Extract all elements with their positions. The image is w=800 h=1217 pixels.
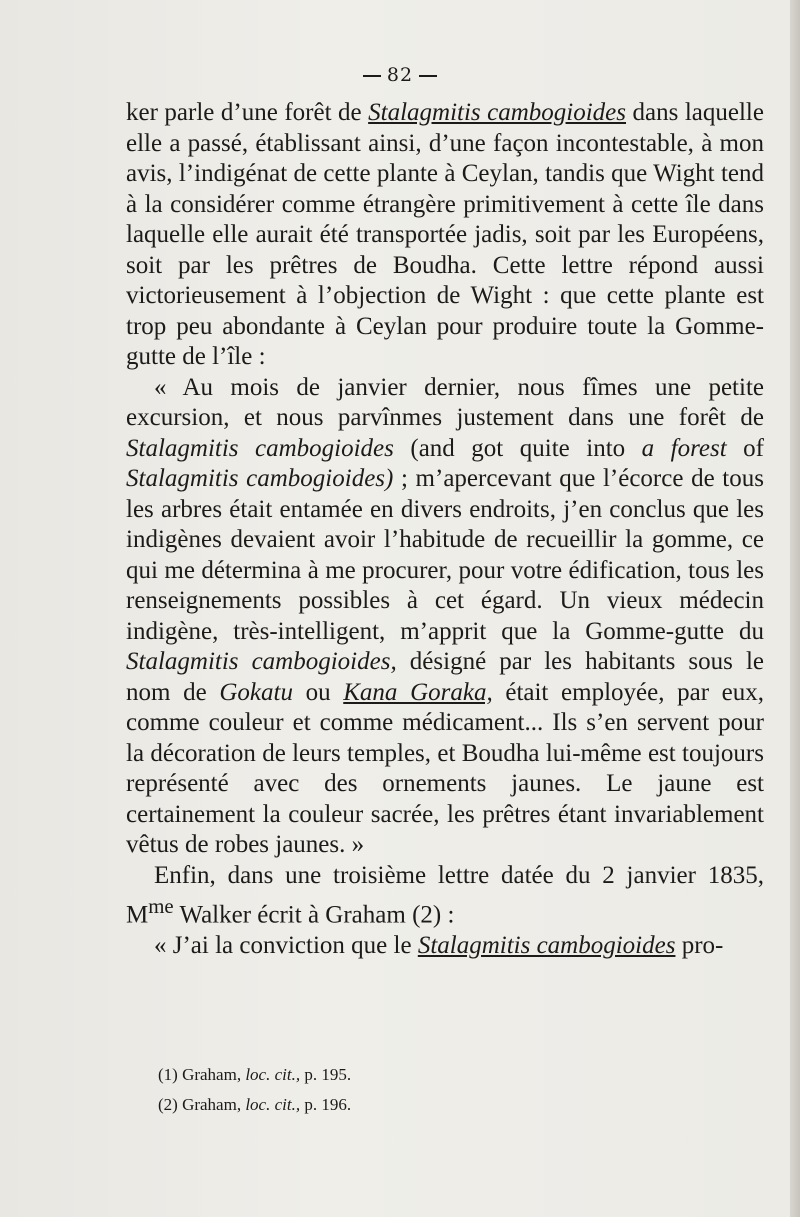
species-name: Stalagmitis cambogioides	[368, 99, 627, 126]
text-span: « J’ai la conviction que le	[154, 931, 418, 959]
page-number-dash-right	[419, 75, 437, 77]
italic-phrase: a forest	[641, 434, 727, 462]
page-gutter-shadow	[790, 0, 800, 1217]
footnote-text: p. 195.	[300, 1065, 352, 1084]
footnote-text: p. 196.	[300, 1095, 352, 1114]
text-span: ker parle d’une forêt de	[126, 99, 369, 126]
text-span: ou	[292, 678, 344, 706]
paragraph-1	[126, 98, 764, 373]
page-number-text: 82	[386, 64, 414, 86]
footnote-text: (2) Graham,	[158, 1095, 246, 1114]
paragraph-4-quote	[126, 931, 764, 962]
footnotes	[158, 1060, 758, 1120]
text-span: Enfin, dans une troisième lettre datée du 2 janvier 1835, M	[126, 861, 764, 929]
native-name: Gokatu	[219, 678, 293, 706]
text-span: « Au mois de janvier dernier, nous fîmes une petite excursion, et nous parvînmes justement dans une forêt de	[126, 373, 764, 431]
text-span: of	[726, 434, 764, 462]
text-span: désigné par les habitants sous le nom de	[126, 648, 764, 706]
species-name: Stalagmitis cambogioides,	[126, 648, 397, 675]
footnote-2	[158, 1090, 758, 1120]
text-span: pro-	[675, 931, 724, 959]
text-span: Walker écrit à Graham (2) :	[173, 901, 455, 929]
paragraph-2-quote	[126, 373, 764, 861]
text-span: dans laquelle elle a passé, établissant ainsi, d’une façon incontestable, à mon avis, l’indigénat de cette plante à Ceylan, tandis que Wight tend à la considérer comme étrangère primitivement à cette île dans laquelle elle aurait été transportée jadis, soit par les Européens, soit par les prêtres de Boudha. Cette lettre répond aussi victorieusement à l’objection de Wight : que cette plante est trop peu abondante à Ceylan pour produire toute la Gomme-gutte de l’île :	[126, 99, 764, 370]
text-span: était employée, par eux, comme couleur et comme médicament... Ils s’en servent pour la décoration de leurs temples, et Boudha lui-même est toujours représenté avec des ornements jaunes. Le jaune est certainement la couleur sacrée, les prêtres étant invariablement vêtus de robes jaunes. »	[126, 678, 765, 858]
main-text	[126, 98, 764, 961]
text-span: ; m’apercevant que l’écorce de tous les arbres était entamée en divers endroits, j’en conclus que les indigènes devaient avoir l’habitude de recueillir la gomme, ce qui me détermina à me procurer, pour votre édification, tous les renseignements possibles à cet égard. Un vieux médecin indigène, très-intelligent, m’apprit que la Gomme-gutte du	[126, 465, 764, 645]
text-span: (and got quite into	[393, 434, 642, 462]
species-name: Stalagmitis cambogioides)	[126, 465, 394, 492]
native-name: Kana Goraka,	[343, 678, 493, 706]
title-abbrev-sup: me	[148, 894, 174, 918]
footnote-italic: loc. cit.,	[245, 1065, 301, 1084]
paragraph-3	[126, 861, 764, 931]
species-name: Stalagmitis cambogioides	[126, 434, 394, 462]
footnote-1	[158, 1060, 758, 1090]
page-number-dash-left	[363, 75, 381, 77]
footnote-italic: loc. cit.,	[245, 1095, 301, 1114]
page-number	[0, 64, 800, 86]
footnote-text: (1) Graham,	[158, 1065, 246, 1084]
species-name: Stalagmitis cambogioides	[417, 931, 676, 959]
